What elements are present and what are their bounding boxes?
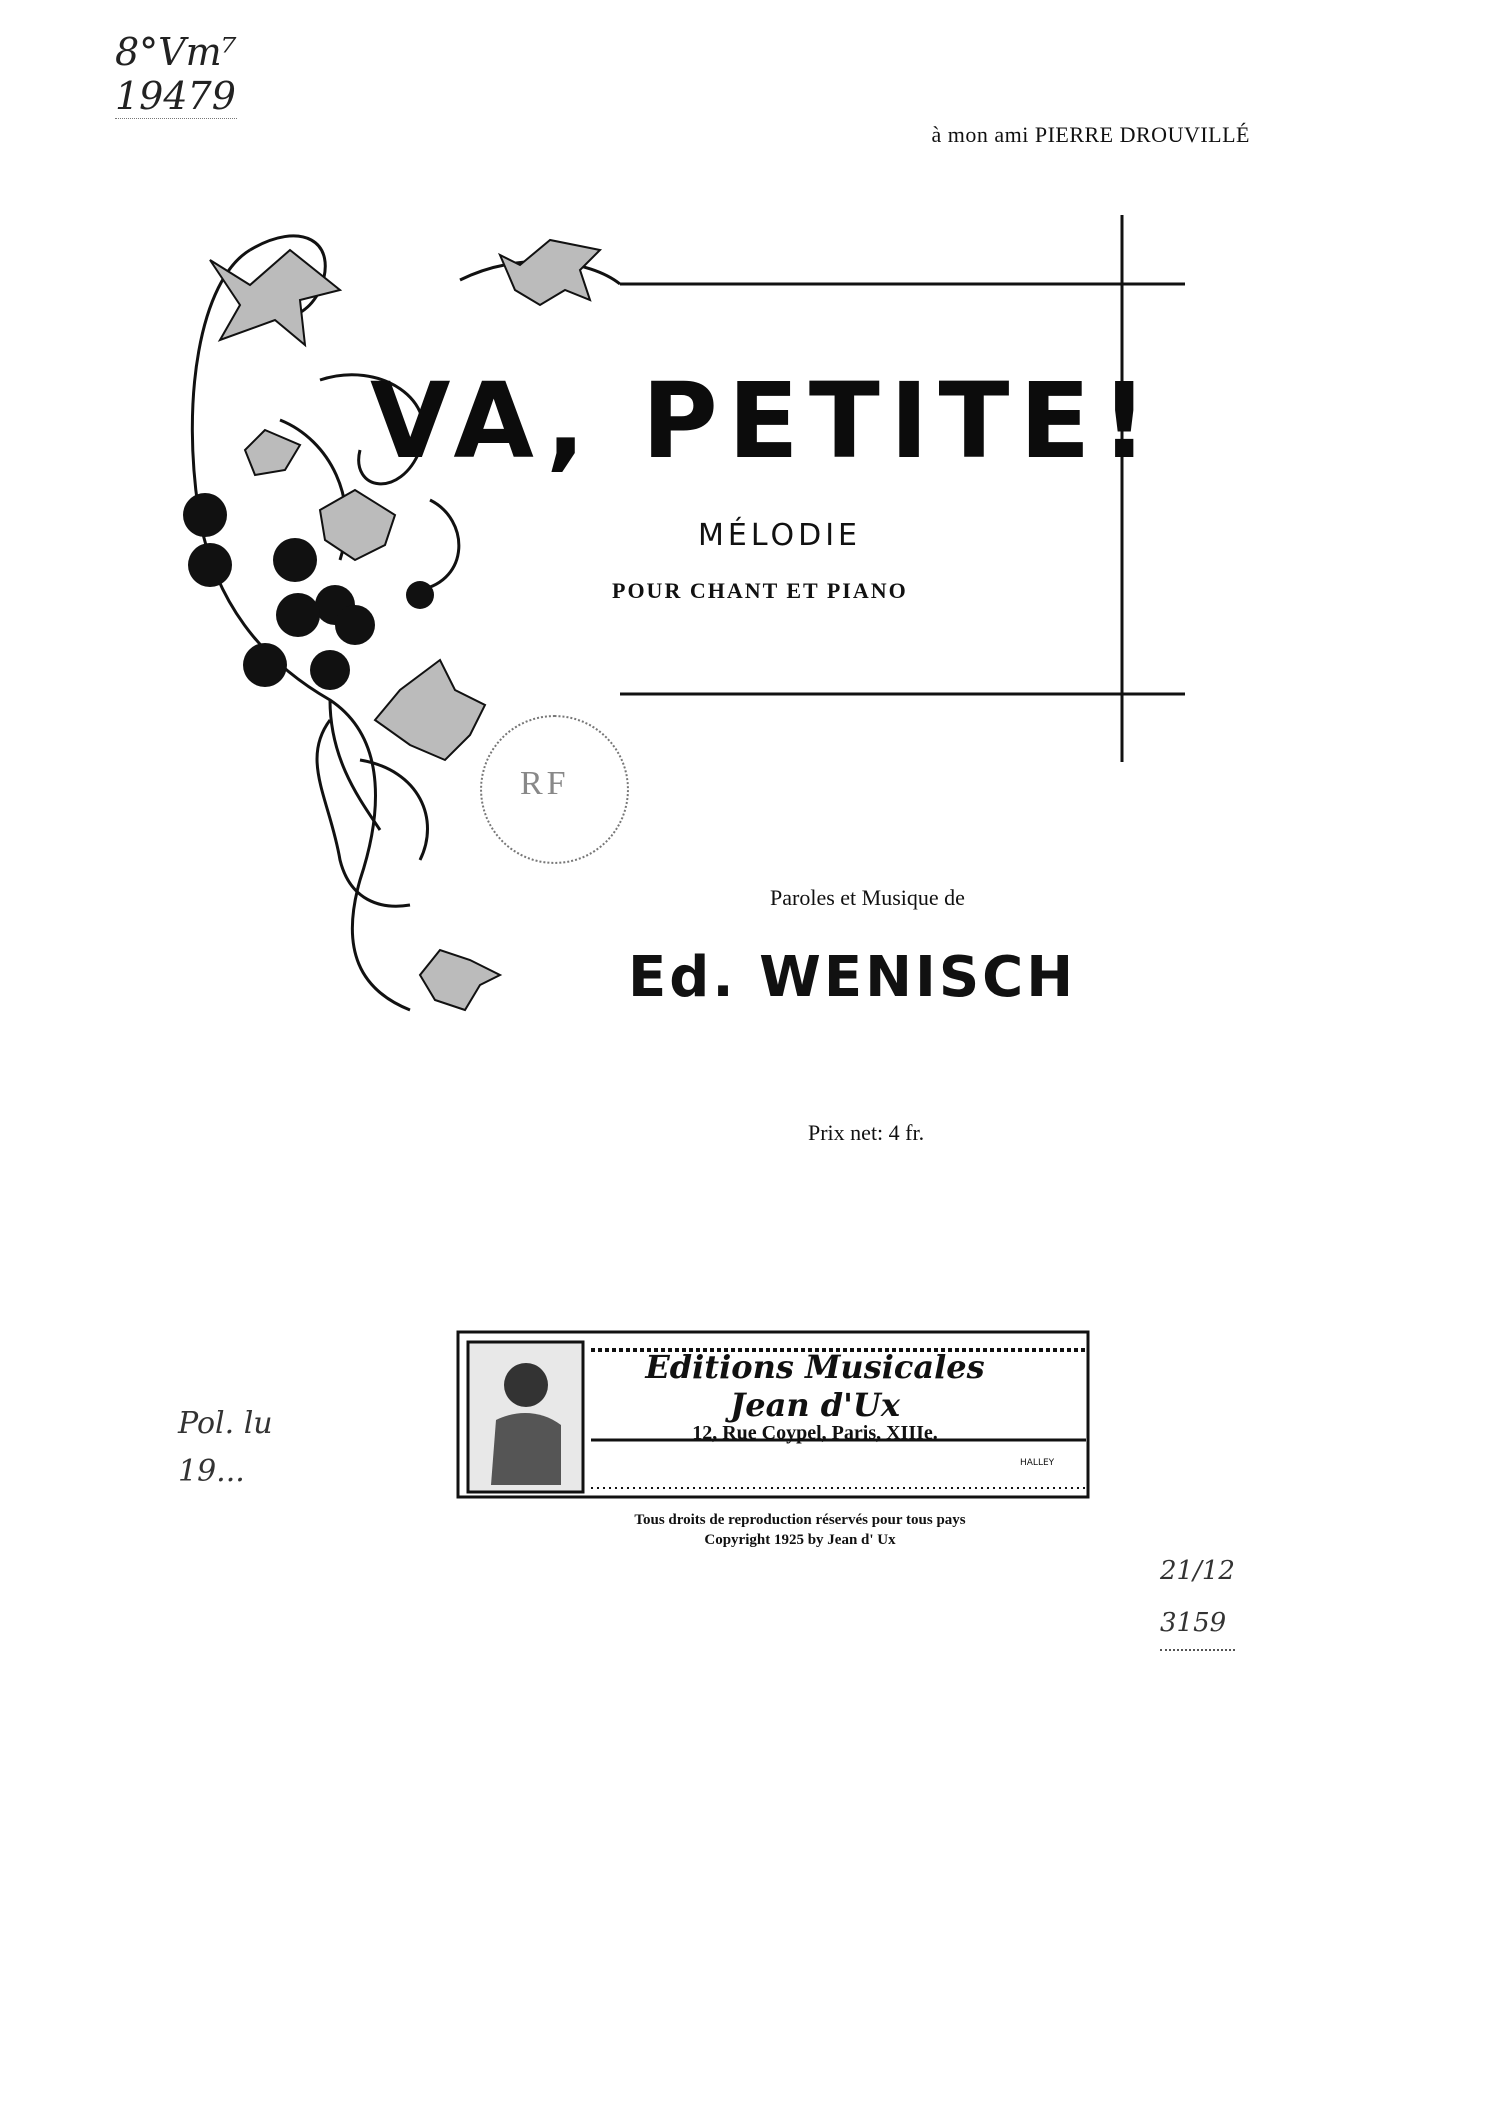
handwritten-left-line1: Pol. lu (178, 1406, 273, 1441)
shelfmark-line1: 8°Vm⁷ (115, 30, 237, 74)
subtitle: MÉLODIE (698, 518, 861, 553)
rights-notice (560, 1510, 1040, 1550)
engraver-signature: HALLEY (1020, 1458, 1055, 1468)
flower-cluster (183, 493, 434, 690)
copyright-line: Copyright 1925 by Jean d' Ux (704, 1532, 896, 1548)
vine-curves (192, 236, 620, 1010)
credits-label: Paroles et Musique de (770, 885, 965, 910)
handwritten-right-line2: 3159 (1160, 1597, 1235, 1651)
library-stamp-text: RF (520, 765, 570, 802)
price: Prix net: 4 fr. (808, 1120, 925, 1145)
publisher-name (590, 1348, 1040, 1424)
publisher-name-line2: Jean d'Ux (730, 1386, 900, 1424)
publisher-address: 12, Rue Coypel, Paris, XIIIe. (692, 1422, 938, 1444)
page-title: VA, PETITE! (370, 360, 1158, 482)
dedication: à mon ami PIERRE DROUVILLÉ (931, 122, 1250, 147)
rights-line1: Tous droits de reproduction réservés pour tous pays (634, 1512, 966, 1528)
handwritten-note-right (1160, 1545, 1235, 1651)
handwritten-left-line2: 19... (178, 1454, 245, 1489)
handwritten-right-line1: 21/12 (1160, 1556, 1235, 1586)
handwritten-note-left (178, 1400, 273, 1496)
composer-name: Ed. WENISCH (628, 945, 1077, 1010)
publisher-name-line1: Editions Musicales (645, 1348, 985, 1386)
subtitle-instrumentation: POUR CHANT ET PIANO (612, 578, 908, 603)
shelfmark-line2: 19479 (115, 74, 236, 118)
ivy-leaves (210, 240, 600, 1010)
